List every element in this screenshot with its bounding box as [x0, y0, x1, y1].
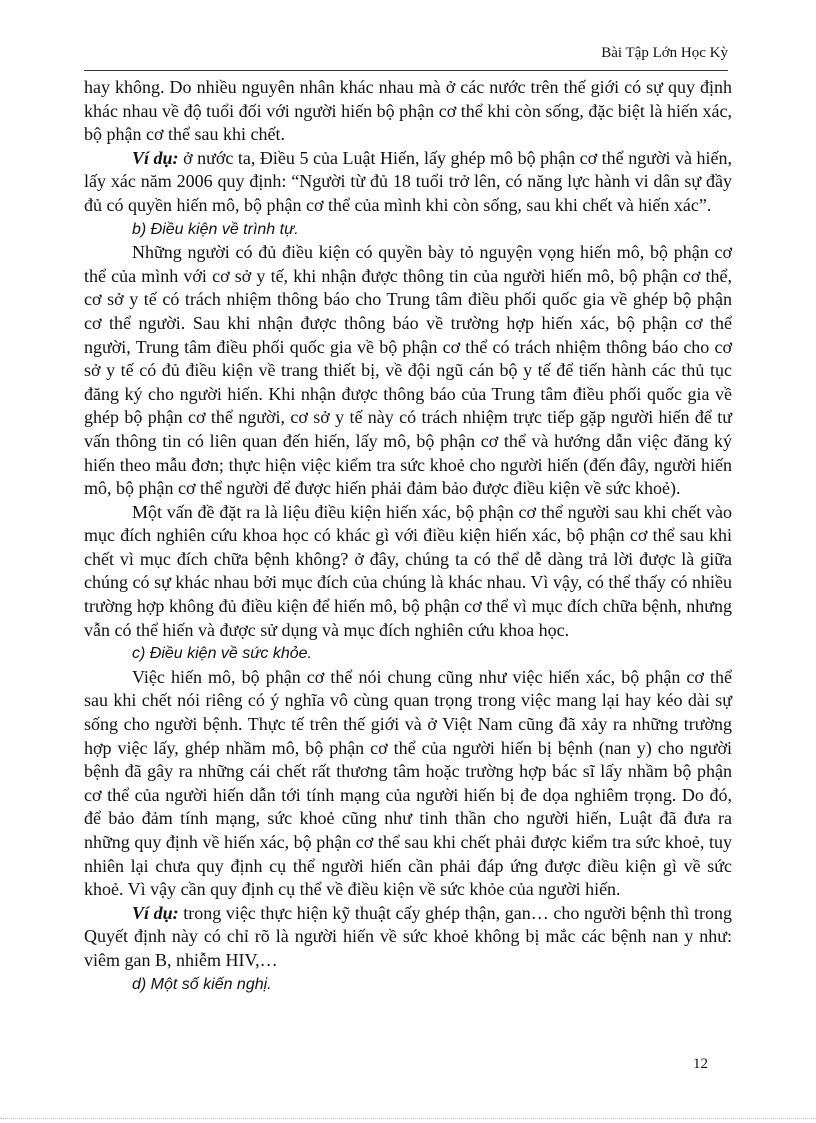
page-bottom-edge [0, 1118, 816, 1119]
example-label: Ví dụ: [132, 902, 179, 923]
subheading-c: c) Điều kiện về sức khỏe. [132, 645, 312, 663]
paragraph-3: Những người có đủ điều kiện có quyền bày tỏ nguyện vọng hiến mô, bộ phận cơ thể của mình với cơ sở y tế, khi nhận được thông tin của người hiến mô, bộ phận cơ thể, cơ sở y tế có trách nhiệm thông báo cho Trung tâm điều phối quốc gia về ghép bộ phận cơ thể người. Sau khi nhận được thông báo về trường hợp hiến xác, bộ phận cơ thể người, Trung tâm điều phối quốc gia về bộ phận cơ thể có trách nhiệm thông báo cho cơ sở y tế có đủ điều kiện về trang thiết bị, về đội ngũ cán bộ y tế để tiến hành các thủ tục đăng ký cho người hiến. Khi nhận được thông báo của Trung tâm điều phối quốc gia về ghép bộ phận cơ thể người, cơ sở y tế này có trách nhiệm trực tiếp gặp người hiến để tư vấn thông tin có liên quan đến hiến, lấy mô, bộ phận cơ thể và hướng dẫn việc đăng ký hiến theo mẫu đơn; thực hiện việc kiểm tra sức khoẻ cho người hiến (đến đây, người hiến mô, bộ phận cơ thể người để được hiến phải đảm bảo được điều kiện về sức khoẻ). [84, 242, 732, 499]
paragraph-5: Việc hiến mô, bộ phận cơ thể nói chung cũng như việc hiến xác, bộ phận cơ thể sau khi chết nói riêng có ý nghĩa vô cùng quan trọng trong việc mang lại hay kéo dài sự sống cho người bệnh. Thực tế trên thế giới và ở Việt Nam cũng đã xảy ra những trường hợp việc lấy, ghép nhầm mô, bộ phận cơ thể của người hiến bị bệnh (nan y) cho người bệnh đã gây ra những cái chết rất thương tâm hoặc trường hợp bác sĩ lấy nhầm bộ phận cơ thể của người hiến dẫn tới tính mạng của người hiến bị đe dọa nghiêm trọng. Do đó, để bảo đảm tính mạng, sức khoẻ cũng như tinh thần cho người hiến, Luật đã đưa ra những quy định về hiến xác, bộ phận cơ thể sau khi chết phải được kiểm tra sức khoẻ, tuy nhiên lại chưa quy định cụ thể người hiến cần phải đáp ứng được điều kiện gì về sức khoẻ. Vì vậy cần quy định cụ thể về điều kiện về sức khỏe của người hiến. [84, 666, 732, 900]
example-text: ở nước ta, Điều 5 của Luật Hiến, lấy ghép mô bộ phận cơ thể người và hiến, lấy xác năm 2006 quy định: “Người từ đủ 18 tuổi trở lên, có năng lực hành vi dân sự đầy đủ có quyền hiến mô, bộ phận cơ thể của mình khi còn sống, sau khi chết và hiến xác”. [84, 147, 733, 215]
subheading-d: d) Một số kiến nghị. [132, 975, 272, 993]
body-text [84, 76, 732, 996]
example-label: Ví dụ: [132, 147, 179, 168]
subheading-b: b) Điều kiện về trình tự. [132, 220, 299, 238]
paragraph-1: hay không. Do nhiều nguyên nhân khác nhau mà ở các nước trên thế giới có sự quy định khác nhau về độ tuổi đối với người hiến bộ phận cơ thể khi còn sống, đặc biệt là hiến xác, bộ phận cơ thể sau khi chết. [84, 77, 732, 145]
header-rule [84, 70, 728, 71]
running-header: Bài Tập Lớn Học Kỳ [601, 45, 728, 61]
page-number: 12 [693, 1056, 708, 1072]
paragraph-4: Một vấn đề đặt ra là liệu điều kiện hiến xác, bộ phận cơ thể người sau khi chết vào mục đích nghiên cứu khoa học có khác gì với điều kiện hiến xác, bộ phận cơ thể sau khi chết vì mục đích chữa bệnh không? ở đây, chúng ta có thể dễ dàng trả lời được là giữa chúng có sự khác nhau bởi mục đích của chúng là khác nhau. Vì vậy, có thể thấy có nhiều trường hợp không đủ điều kiện để hiến mô, bộ phận cơ thể vì mục đích chữa bệnh, nhưng vẫn có thể hiến và được sử dụng và mục đích nghiên cứu khoa học. [84, 501, 732, 640]
example-text: trong việc thực hiện kỹ thuật cấy ghép thận, gan… cho người bệnh thì trong Quyết định này có chỉ rõ là người hiến về sức khoẻ không bị mắc các bệnh nan y như: viêm gan B, nhiễm HIV,… [84, 902, 733, 970]
paragraph-2 [84, 147, 732, 218]
paragraph-6 [84, 902, 732, 973]
